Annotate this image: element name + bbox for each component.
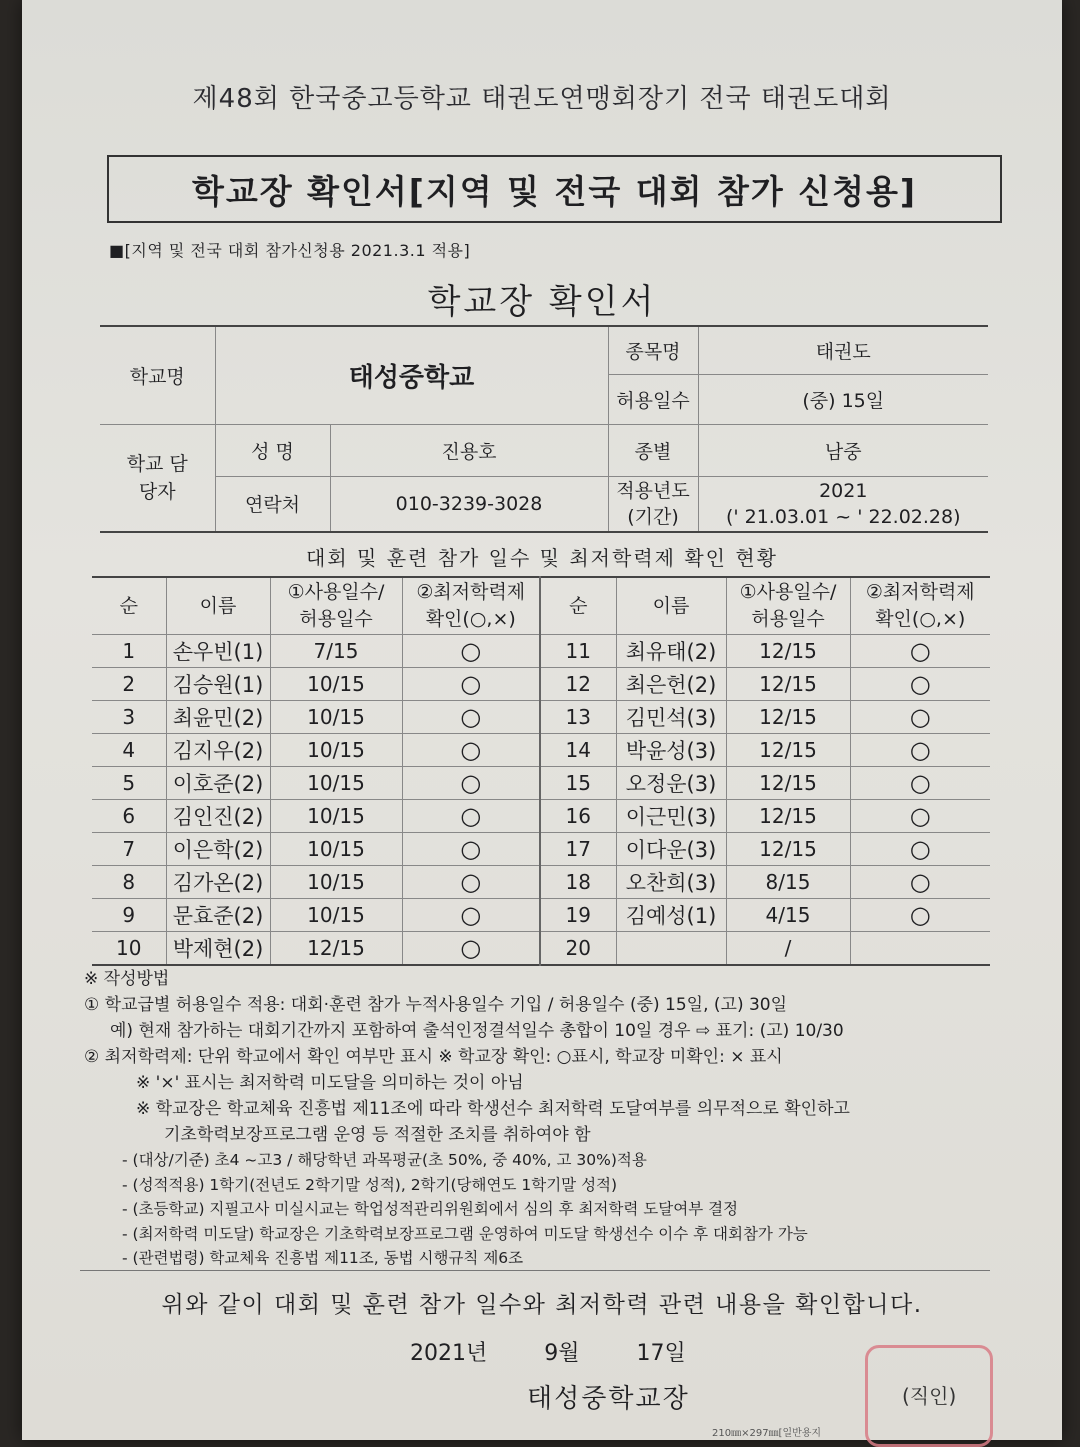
principal-title: 태성중학교장 xyxy=(527,1384,690,1414)
cell-name: 김민석(3) xyxy=(616,701,726,734)
table-row xyxy=(92,668,990,701)
cell-check xyxy=(402,635,540,668)
cell-check xyxy=(850,800,990,833)
instructions-heading: ※ 작성방법 xyxy=(84,969,170,989)
check-circle-mark: ○ xyxy=(909,670,931,698)
check-circle-mark: ○ xyxy=(460,934,482,962)
check-circle-mark: ○ xyxy=(909,868,931,896)
table-row xyxy=(92,866,990,899)
col-check xyxy=(402,577,540,635)
cell-name: 최유태(2) xyxy=(616,635,726,668)
table-row xyxy=(92,635,990,668)
cell-days: 10/15 xyxy=(270,833,402,866)
cell-name: 손우빈(1) xyxy=(166,635,270,668)
cell-name: 오찬희(3) xyxy=(616,866,726,899)
cell-days: 12/15 xyxy=(726,668,850,701)
instruction-line: 예) 현재 참가하는 대회기간까지 포함하여 출석인정결석일수 총합이 10일 경우 ⇨ 표기: (고) 10/30 xyxy=(110,1021,844,1041)
cell-check xyxy=(402,800,540,833)
cell-name: 김예성(1) xyxy=(616,899,726,932)
cell-name: 김인진(2) xyxy=(166,800,270,833)
cell-days: 12/15 xyxy=(726,800,850,833)
cell-check xyxy=(850,701,990,734)
cell-no: 16 xyxy=(540,800,616,833)
cell-no: 11 xyxy=(540,635,616,668)
cell-days: 12/15 xyxy=(270,932,402,966)
cell-name: 박윤성(3) xyxy=(616,734,726,767)
col-check-line1: ②최저학력제 xyxy=(865,581,975,603)
cell-days: 12/15 xyxy=(726,734,850,767)
cell-no: 18 xyxy=(540,866,616,899)
person-name-label: 성 명 xyxy=(215,424,330,476)
col-name: 이름 xyxy=(616,577,726,635)
cell-days: 7/15 xyxy=(270,635,402,668)
instruction-line: - (관련법령) 학교체육 진흥법 제11조, 동법 시행규칙 제6조 xyxy=(122,1249,524,1267)
check-circle-mark: ○ xyxy=(460,769,482,797)
cell-no: 20 xyxy=(540,932,616,966)
roster-title: 대회 및 훈련 참가 일수 및 최저학력제 확인 현황 xyxy=(306,546,778,570)
col-no: 순 xyxy=(92,577,166,635)
cell-check xyxy=(402,701,540,734)
cell-no: 13 xyxy=(540,701,616,734)
cell-days: 8/15 xyxy=(726,866,850,899)
school-info-table xyxy=(100,325,988,533)
col-days-line2: 허용일수 xyxy=(751,608,825,630)
table-row xyxy=(92,734,990,767)
cell-name: 김지우(2) xyxy=(166,734,270,767)
cell-check xyxy=(402,833,540,866)
cell-no: 9 xyxy=(92,899,166,932)
col-days-line2: 허용일수 xyxy=(299,608,373,630)
cell-no: 4 xyxy=(92,734,166,767)
date-month: 9월 xyxy=(544,1341,580,1366)
cell-name: 이다운(3) xyxy=(616,833,726,866)
cell-check xyxy=(850,866,990,899)
cell-check xyxy=(402,767,540,800)
table-row xyxy=(92,800,990,833)
instruction-line: ② 최저학력제: 단위 학교에서 확인 여부만 표시 ※ 학교장 확인: ○표시, 학교장 미확인: × 표시 xyxy=(84,1047,783,1067)
document-title xyxy=(107,155,1002,223)
year-label xyxy=(608,476,698,532)
col-check-line2: 확인(○,×) xyxy=(425,608,516,630)
table-row xyxy=(92,932,990,966)
cell-name: 오정운(3) xyxy=(616,767,726,800)
instruction-line: 기초학력보장프로그램 운영 등 적절한 조치를 취하여야 함 xyxy=(164,1125,591,1145)
cell-days: 10/15 xyxy=(270,866,402,899)
cell-check xyxy=(850,635,990,668)
check-circle-mark: ○ xyxy=(460,637,482,665)
cell-no: 2 xyxy=(92,668,166,701)
cell-check xyxy=(402,932,540,966)
year-label-line1: 적용년도 xyxy=(616,479,690,502)
check-circle-mark: ○ xyxy=(460,868,482,896)
col-no: 순 xyxy=(540,577,616,635)
divider xyxy=(80,1270,990,1271)
cell-days: 12/15 xyxy=(726,701,850,734)
col-days xyxy=(726,577,850,635)
cell-name: 최윤민(2) xyxy=(166,701,270,734)
col-days-line1: ①사용일수/ xyxy=(287,581,385,603)
instruction-line: - (대상/기준) 초4 ~고3 / 해당학년 과목평균(초 50%, 중 40%, 고 30%)적용 xyxy=(122,1151,647,1169)
cell-name: 김승원(1) xyxy=(166,668,270,701)
person-name-value: 진용호 xyxy=(330,424,608,476)
contact-label: 연락처 xyxy=(215,476,330,532)
table-row xyxy=(92,767,990,800)
cell-name: 박제현(2) xyxy=(166,932,270,966)
document-title-text: 학교장 확인서[지역 및 전국 대회 참가 신청용] xyxy=(192,171,917,211)
check-circle-mark: ○ xyxy=(460,703,482,731)
col-days-line1: ①사용일수/ xyxy=(739,581,837,603)
col-check-line1: ②최저학력제 xyxy=(416,581,526,603)
cell-name: 이은학(2) xyxy=(166,833,270,866)
cell-no: 6 xyxy=(92,800,166,833)
cell-check xyxy=(850,932,990,966)
cell-days: 10/15 xyxy=(270,800,402,833)
sport-label: 종목명 xyxy=(608,326,698,374)
cell-days: 10/15 xyxy=(270,701,402,734)
cell-check xyxy=(850,767,990,800)
cell-days: 12/15 xyxy=(726,767,850,800)
instruction-line: ① 학교급별 허용일수 적용: 대회·훈련 참가 누적사용일수 기입 / 허용일수 (중) 15일, (고) 30일 xyxy=(84,995,788,1015)
cell-name xyxy=(616,932,726,966)
cell-days: 12/15 xyxy=(726,833,850,866)
col-check-line2: 확인(○,×) xyxy=(875,608,966,630)
table-row xyxy=(92,899,990,932)
cell-name: 김가온(2) xyxy=(166,866,270,899)
instruction-line: - (최저학력 미도달) 학교장은 기초학력보장프로그램 운영하여 미도달 학생선수 이수 후 대회참가 가능 xyxy=(122,1224,808,1243)
instruction-line: - (성적적용) 1학기(전년도 2학기말 성적), 2학기(당해연도 1학기말 성적) xyxy=(122,1175,618,1194)
cell-check xyxy=(402,734,540,767)
cell-days: 12/15 xyxy=(726,635,850,668)
cell-days: / xyxy=(726,932,850,966)
check-circle-mark: ○ xyxy=(460,736,482,764)
check-circle-mark: ○ xyxy=(460,901,482,929)
check-circle-mark: ○ xyxy=(909,736,931,764)
category-value: 남중 xyxy=(698,424,988,476)
cell-days: 10/15 xyxy=(270,734,402,767)
cell-no: 3 xyxy=(92,701,166,734)
cell-no: 1 xyxy=(92,635,166,668)
manager-label xyxy=(100,424,215,532)
cell-no: 5 xyxy=(92,767,166,800)
roster-body xyxy=(92,635,990,966)
year-period: (' 21.03.01 ~ ' 22.02.28) xyxy=(725,505,961,528)
check-circle-mark: ○ xyxy=(460,802,482,830)
allowed-days-value: (중) 15일 xyxy=(698,374,988,424)
table-row xyxy=(92,833,990,866)
check-circle-mark: ○ xyxy=(909,835,931,863)
event-title: 제48회 한국중고등학교 태권도연맹회장기 전국 태권도대회 xyxy=(192,84,892,114)
table-row xyxy=(92,701,990,734)
cell-name: 이호준(2) xyxy=(166,767,270,800)
paper-size-note: 210㎜×297㎜[일반용지 xyxy=(712,1428,822,1439)
instruction-line: - (초등학교) 지필고사 미실시교는 학업성적관리위원회에서 심의 후 최저학력 도달여부 결정 xyxy=(122,1200,739,1218)
cell-name: 최은헌(2) xyxy=(616,668,726,701)
check-circle-mark: ○ xyxy=(909,769,931,797)
cell-name: 이근민(3) xyxy=(616,800,726,833)
sport-value: 태권도 xyxy=(698,326,988,374)
contact-value: 010-3239-3028 xyxy=(330,476,608,532)
category-label: 종별 xyxy=(608,424,698,476)
allowed-days-label: 허용일수 xyxy=(608,374,698,424)
manager-label-text: 학교 담당자 xyxy=(126,452,188,503)
confirmation-statement: 위와 같이 대회 및 훈련 참가 일수와 최저학력 관련 내용을 확인합니다. xyxy=(161,1292,923,1318)
col-days xyxy=(270,577,402,635)
cell-check xyxy=(850,668,990,701)
signature-date xyxy=(410,1336,686,1367)
cell-no: 17 xyxy=(540,833,616,866)
seal-label: (직인) xyxy=(902,1384,957,1408)
cell-check xyxy=(402,899,540,932)
date-year: 2021년 xyxy=(410,1341,488,1366)
cell-days: 10/15 xyxy=(270,767,402,800)
school-name-value: 태성중학교 xyxy=(215,326,608,424)
instruction-line: ※ '×' 표시는 최저학력 미도달을 의미하는 것이 아님 xyxy=(136,1073,524,1093)
cell-days: 10/15 xyxy=(270,668,402,701)
instructions xyxy=(84,966,1044,1271)
cell-check xyxy=(850,734,990,767)
cell-check xyxy=(402,668,540,701)
col-check xyxy=(850,577,990,635)
roster-table xyxy=(92,576,990,966)
cell-days: 10/15 xyxy=(270,899,402,932)
cell-no: 10 xyxy=(92,932,166,966)
year-value-line1: 2021 xyxy=(819,479,868,502)
cell-no: 7 xyxy=(92,833,166,866)
cell-check xyxy=(850,833,990,866)
cell-name: 문효준(2) xyxy=(166,899,270,932)
check-circle-mark: ○ xyxy=(909,703,931,731)
check-circle-mark: ○ xyxy=(460,835,482,863)
cell-no: 14 xyxy=(540,734,616,767)
check-circle-mark: ○ xyxy=(909,901,931,929)
col-name: 이름 xyxy=(166,577,270,635)
year-label-line2: (기간) xyxy=(627,505,679,528)
date-day: 17일 xyxy=(636,1341,686,1366)
cell-days: 4/15 xyxy=(726,899,850,932)
cell-no: 12 xyxy=(540,668,616,701)
cell-no: 15 xyxy=(540,767,616,800)
cell-no: 19 xyxy=(540,899,616,932)
check-circle-mark: ○ xyxy=(909,802,931,830)
check-circle-mark: ○ xyxy=(460,670,482,698)
form-subtitle: 학교장 확인서 xyxy=(427,282,657,322)
check-circle-mark: ○ xyxy=(909,637,931,665)
roster-header-row xyxy=(92,577,990,635)
cell-check xyxy=(850,899,990,932)
year-value xyxy=(698,476,988,532)
instruction-line: ※ 학교장은 학교체육 진흥법 제11조에 따라 학생선수 최저학력 도달여부를 의무적으로 확인하고 xyxy=(136,1099,850,1119)
document-page xyxy=(22,0,1062,1440)
cell-no: 8 xyxy=(92,866,166,899)
cell-check xyxy=(402,866,540,899)
school-name-label: 학교명 xyxy=(100,326,215,424)
applicability-notice: ■[지역 및 전국 대회 참가신청용 2021.3.1 적용] xyxy=(109,241,471,260)
